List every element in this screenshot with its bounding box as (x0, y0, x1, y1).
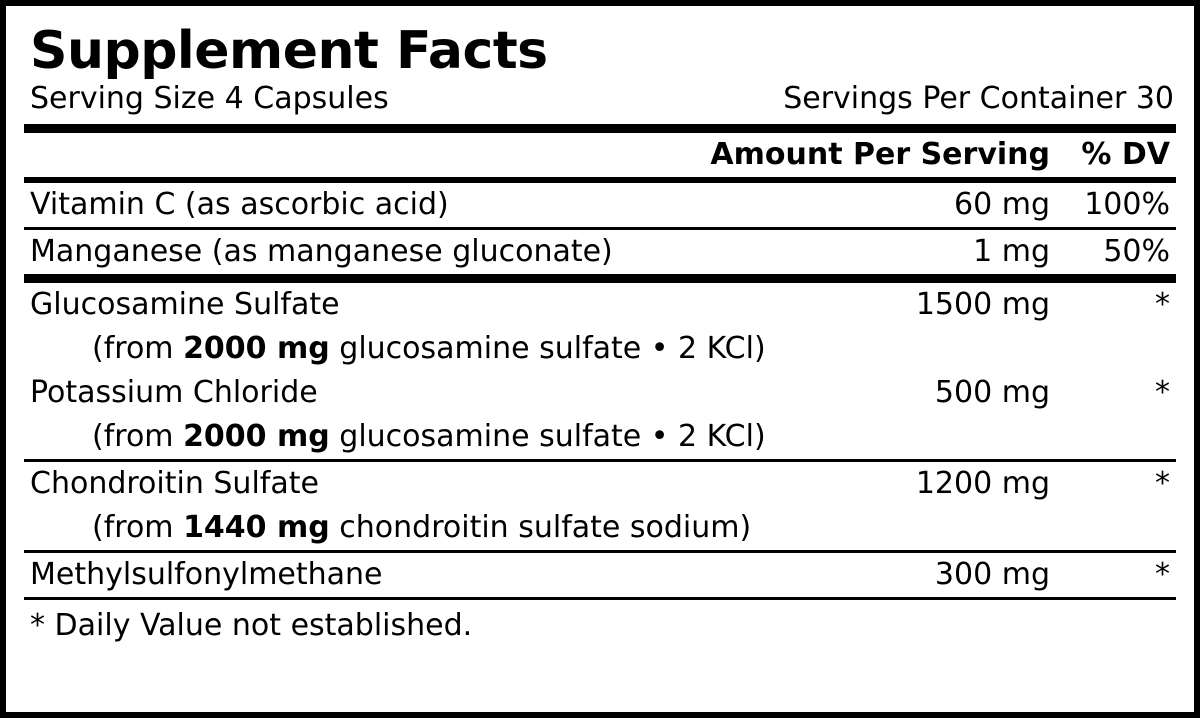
source-prefix: (from (92, 418, 184, 454)
nutrient-name: Vitamin C (as ascorbic acid) (30, 186, 449, 222)
table-subrow (24, 415, 1176, 459)
nutrient-amount: 1500 mg (915, 286, 1050, 322)
table-row (24, 551, 1176, 597)
table-header-row (24, 133, 1176, 177)
servings-per-container-text: Servings Per Container 30 (783, 80, 1174, 116)
divider-under-serving (24, 124, 1176, 133)
nutrient-amount: 1 mg (973, 233, 1050, 269)
source-suffix: glucosamine sulfate • 2 KCl) (329, 330, 766, 366)
table-row (24, 460, 1176, 506)
nutrient-source-note (24, 415, 1176, 459)
source-bold-amount: 2000 mg (183, 418, 330, 454)
nutrient-name: Manganese (as manganese gluconate) (30, 233, 613, 269)
serving-size-text: Serving Size 4 Capsules (30, 80, 389, 116)
source-bold-amount: 1440 mg (183, 509, 330, 545)
nutrient-dv: * (1155, 465, 1170, 501)
table-row (24, 180, 1176, 227)
header-amount-per-serving: Amount Per Serving (710, 136, 1050, 172)
nutrient-amount: 1200 mg (915, 465, 1050, 501)
nutrient-source-note (24, 506, 1176, 550)
nutrient-dv: 50% (1103, 233, 1170, 269)
nutrient-dv: 100% (1084, 186, 1170, 222)
source-prefix: (from (92, 509, 184, 545)
source-prefix: (from (92, 330, 184, 366)
source-suffix: chondroitin sulfate sodium) (329, 509, 752, 545)
serving-info-row (30, 81, 1174, 120)
table-subrow (24, 327, 1176, 371)
nutrient-source-note (24, 327, 1176, 371)
table-row (24, 371, 1176, 415)
divider-row (24, 597, 1176, 599)
page-title: Supplement Facts (30, 21, 548, 81)
nutrient-name: Potassium Chloride (30, 374, 318, 410)
header-percent-dv: % DV (1081, 136, 1170, 172)
header-spacer (24, 133, 710, 177)
nutrient-amount: 60 mg (954, 186, 1050, 222)
table-row (24, 228, 1176, 274)
nutrients-table (24, 133, 1176, 600)
nutrient-dv: * (1155, 286, 1170, 322)
source-suffix: glucosamine sulfate • 2 KCl) (329, 418, 766, 454)
table-subrow (24, 506, 1176, 550)
nutrient-name: Methylsulfonylmethane (30, 556, 383, 592)
nutrient-dv: * (1155, 556, 1170, 592)
divider-thin (24, 597, 1176, 599)
source-bold-amount: 2000 mg (183, 330, 330, 366)
footnote-daily-value: * Daily Value not established. (30, 607, 473, 643)
nutrient-name: Chondroitin Sulfate (30, 465, 319, 501)
nutrient-amount: 300 mg (934, 556, 1050, 592)
nutrient-amount: 500 mg (934, 374, 1050, 410)
nutrient-name: Glucosamine Sulfate (30, 286, 340, 322)
supplement-facts-inner (24, 21, 1176, 643)
nutrient-dv: * (1155, 374, 1170, 410)
table-row (24, 278, 1176, 327)
